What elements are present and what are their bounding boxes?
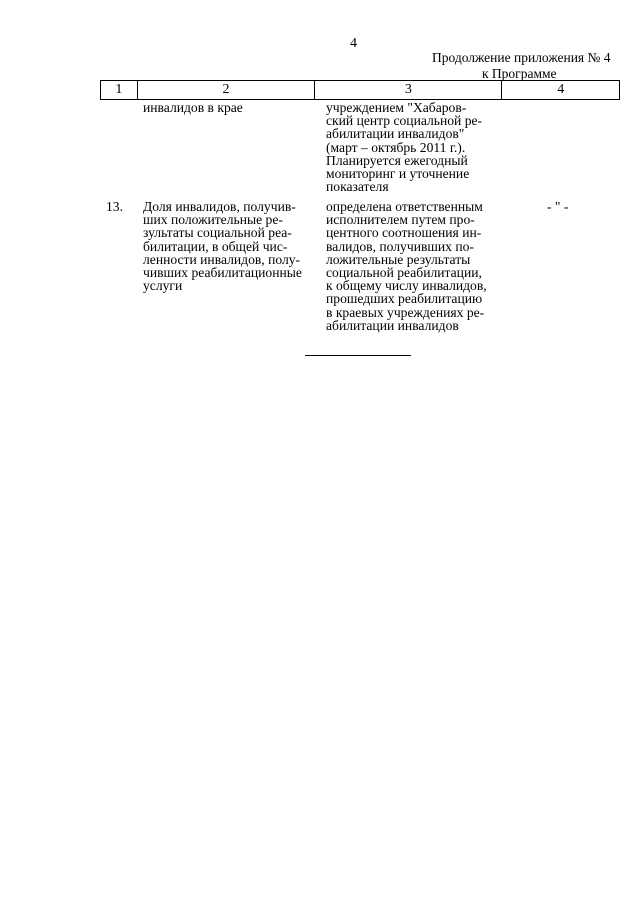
row-1-method-line: учреждением "Хабаров- <box>326 100 467 115</box>
row-13-indicator-line: услуги <box>143 278 183 294</box>
row-13-method-line: социальной реабилитации, <box>326 265 482 281</box>
row-13-number: 13. <box>106 199 123 214</box>
appendix-continuation-header: Продолжение приложения № 4 <box>432 50 611 65</box>
row-1-method-line: абилитации инвалидов" <box>326 126 465 142</box>
row-1-method <box>326 101 502 193</box>
appendix-program-header: к Программе <box>482 66 557 81</box>
table-header-row <box>100 80 620 100</box>
row-13-indicator-line: ленности инвалидов, полу- <box>143 251 301 267</box>
column-header-4: 4 <box>557 82 565 97</box>
row-13-method <box>326 200 502 332</box>
row-1-method-line: Планируется ежегодный <box>326 152 468 168</box>
row-1-method-line: ский центр социальной ре- <box>326 113 483 129</box>
column-header-2: 2 <box>138 81 315 99</box>
row-13-indicator-line: зультаты социальной реа- <box>143 225 292 241</box>
end-of-document-rule <box>305 355 411 356</box>
row-13-method-line: определена ответственным <box>326 199 483 214</box>
row-13-indicator-line: чивших реабилитационные <box>143 265 302 281</box>
column-header-3: 3 <box>315 81 502 99</box>
row-13-indicator <box>143 200 318 292</box>
row-13-method-line: прошедших реабилитацию <box>326 291 483 307</box>
row-1-method-line: мониторинг и уточнение <box>326 166 470 182</box>
row-1-indicator-line: инвалидов в крае <box>143 100 243 115</box>
row-1-indicator <box>143 101 311 114</box>
row-13-method-line: ложительные результаты <box>326 251 471 267</box>
row-13-method-line: абилитации инвалидов <box>326 317 459 333</box>
row-13-method-line: центного соотношения ин- <box>326 225 482 241</box>
row-1-method-line: показателя <box>326 179 389 195</box>
row-13-indicator-line: билитации, в общей чис- <box>143 238 288 254</box>
row-13-indicator-line: ших положительные ре- <box>143 212 283 228</box>
row-13-method-line: исполнителем путем про- <box>326 212 475 228</box>
row-13-method-line: к общему числу инвалидов, <box>326 278 487 294</box>
row-13-note-ditto: - " - <box>547 199 569 214</box>
page-number: 4 <box>350 36 357 51</box>
row-13-method-line: валидов, получивших по- <box>326 238 474 254</box>
row-13-indicator-line: Доля инвалидов, получив- <box>143 199 296 214</box>
row-1-method-line: (март – октябрь 2011 г.). <box>326 139 466 155</box>
row-13-method-line: в краевых учреждениях ре- <box>326 304 485 320</box>
column-header-1: 1 <box>101 81 138 99</box>
